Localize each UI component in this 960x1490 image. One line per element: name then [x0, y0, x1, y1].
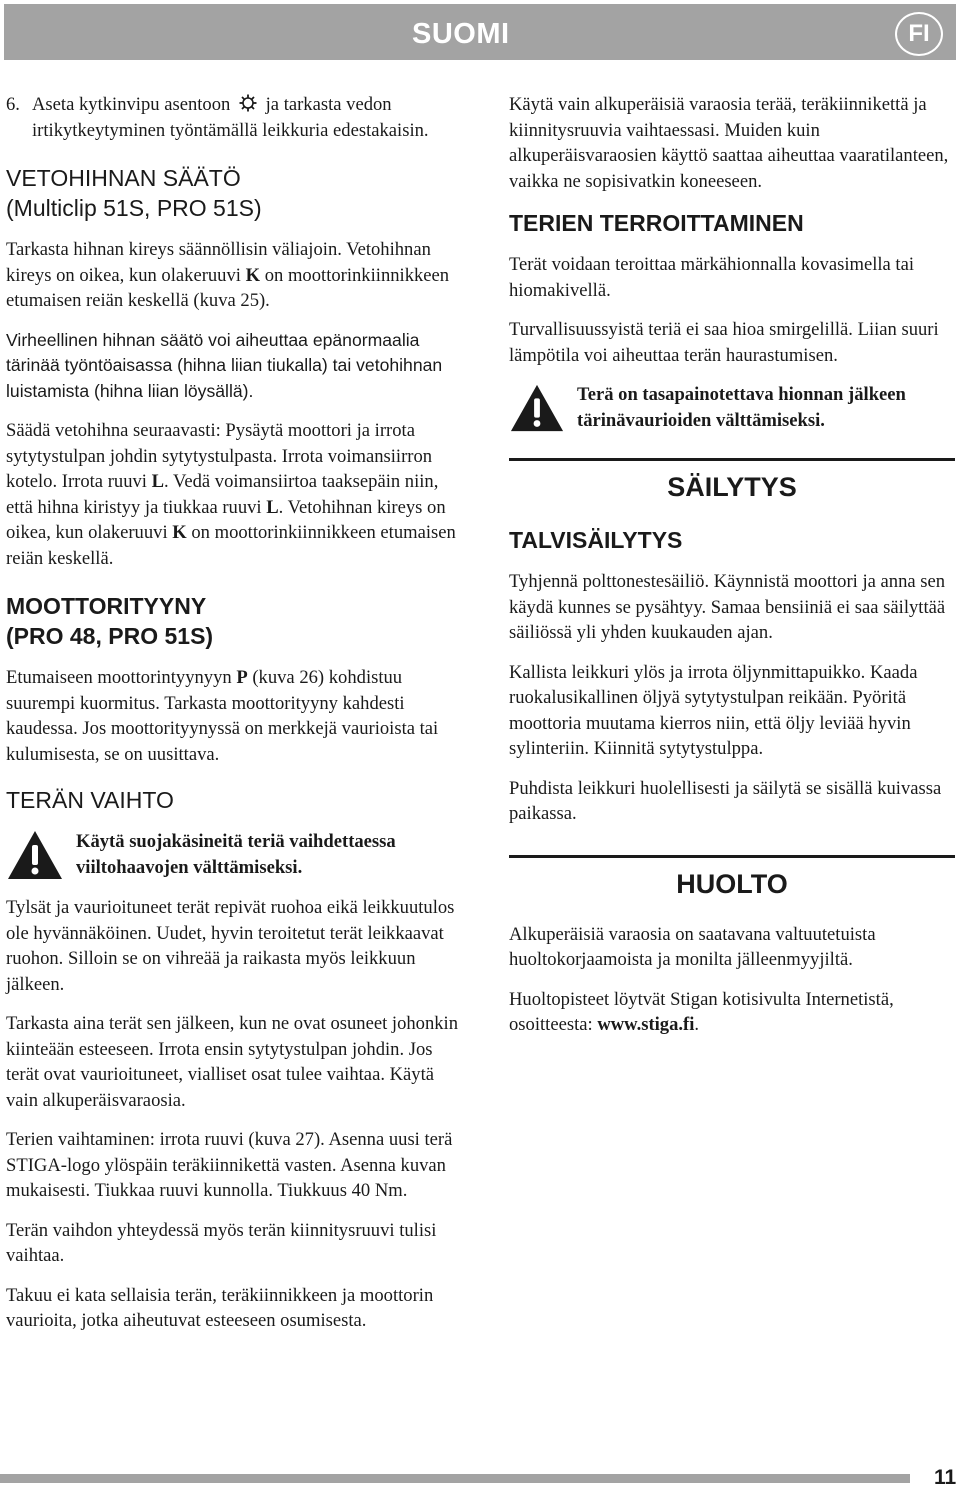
page-number: 11 [934, 1466, 957, 1489]
label-k: K [172, 522, 187, 543]
step-6 [6, 92, 466, 143]
label-l: L [266, 496, 279, 518]
heading-line: VETOHIHNAN SÄÄTÖ [6, 165, 241, 191]
paragraph-sharpening: Terät voidaan teroittaa märkähionnalla kovasimella tai hiomakivellä. [509, 254, 915, 301]
paragraph-belt-warning: Virheellinen hihnan säätö voi aiheuttaa epänormaalia tärinää työntöaisassa (hihna liian tiukalla) tai vetohihnan luistamista (hihna liian löysällä). [6, 329, 443, 401]
heading-teran-vaihto: TERÄN VAIHTO [6, 787, 174, 813]
paragraph-dull-blades: Tylsät ja vaurioituneet terät repivät ruohoa eikä leikkuutulos ole hyvännäköinen. Uudet, hyvin teroitetut terät leikkaavat ruohon. Silloin se on vihreää ja raikasta myös leikkuun jälkeen. [6, 897, 455, 995]
heading-line: (Multiclip 51S, PRO 51S) [6, 195, 262, 221]
text: . [694, 1014, 700, 1035]
header-bar [4, 4, 956, 60]
paragraph-replace-blades: Terien vaihtaminen: irrota ruuvi (kuva 27). Asenna uusi terä STIGA-logo ylöspäin teräkiinnikettä vasten. Asenna kuvan mukaisesti. Tiukkaa ruuvi kunnolla. Tiukkuus 40 Nm. [6, 1129, 453, 1201]
paragraph-spare-parts: Alkuperäisiä varaosia on saatavana valtuutetuista huoltokorjaamoista ja monilta jälleenmyyjiltä. [509, 923, 876, 970]
section-sailytys: SÄILYTYS [509, 458, 955, 503]
left-column [6, 92, 466, 1348]
heading-vetohihnan-saato [6, 163, 466, 223]
right-column [509, 92, 955, 1052]
paragraph-inspect-blades: Tarkasta aina terät sen jälkeen, kun ne ovat osuneet johonkin kiinteään esteeseen. Irrota ensin sytytystulpan johdin. Jos terät ovat vaurioituneet, vialliset osat tulee vaihtaa. Käytä vain alkuperäisvaraosia. [6, 1013, 459, 1111]
step-number: 6. [6, 94, 20, 115]
step-text-part: Aseta kytkinvipu asentoon [32, 94, 231, 115]
paragraph-fuel: Tyhjennä polttonestesäiliö. Käynnistä moottori ja anna sen käydä kunnes se pysähtyy. Samaa bensiiniä ei saa säilyttää säiliössä yli yhden kuukauden ajan. [509, 571, 946, 643]
warning-text: Terä on tasapainotettava hionnan jälkeen tärinävaurioiden välttämiseksi. [577, 384, 906, 431]
paragraph-clean: Puhdista leikkuri huolellisesti ja säilytä se sisällä kuivassa paikassa. [509, 777, 942, 824]
gear-icon [239, 94, 257, 112]
warning-text: Käytä suojakäsineitä teriä vaihdettaessa viiltohaavojen välttämiseksi. [76, 831, 396, 878]
section-huolto: HUOLTO [509, 855, 955, 900]
text: on moottorinkiinnikkeen etumaisen reiän keskellä. [6, 522, 456, 569]
text: on moottorinkiinnikkeen etumaisen reiän keskellä (kuva 25). [6, 264, 450, 311]
paragraph-oil: Kallista leikkuri ylös ja irrota öljynmittapuikko. Kaada ruokalusikallinen öljyä sytytystulpan reikään. Pyöritä moottoria muutama kierros niin, että öljy leviää hyvin sylinteriin. Kiinnitä sytytystulppa. [509, 661, 918, 759]
label-l: L [151, 471, 165, 492]
paragraph-replace-screw: Terän vaihdon yhteydessä myös terän kiinnitysruuvi tulisi vaihtaa. [6, 1219, 437, 1266]
heading-terien-terroittaminen: TERIEN TERROITTAMINEN [509, 210, 804, 236]
language-badge: FI [895, 12, 943, 56]
paragraph-service-points [509, 987, 955, 1038]
paragraph-no-emery: Turvallisuussyistä teriä ei saa hioa smirgelillä. Liian suuri lämpötila voi aiheuttaa terän haurastumisen. [509, 319, 939, 366]
text: Säädä vetohihna seuraavasti: Pysäytä moottori ja irrota sytytystulpan johdin sytytystulpasta. Irrota voimansiirron kotelo. Irrota ruuvi [6, 420, 433, 492]
warning-triangle-icon [6, 829, 64, 881]
label-p: P [236, 667, 248, 688]
paragraph-warranty: Takuu ei kata sellaisia terän, teräkiinnikkeen ja moottorin vaurioita, jotka aiheutuvat esteeseen osumisesta. [6, 1284, 434, 1331]
text: Tarkasta hihnan kireys säännöllisin väliajoin. Vetohihnan kireys on oikea, kun olakeruuvi [6, 239, 431, 286]
paragraph-belt-tension [6, 237, 466, 314]
page-language-title: SUOMI [412, 18, 510, 50]
text: Etumaiseen moottorintyynyyn [6, 667, 237, 688]
step-text-part: ja tarkasta vedon irtikytkeytyminen työntämällä leikkuria edestakaisin. [32, 94, 429, 141]
paragraph-engine-mount [6, 665, 466, 767]
text: Huoltopisteet löytvät Stigan kotisivulta Internetistä, osoitteesta: [509, 988, 894, 1035]
heading-talvisailytys: TALVISÄILYTYS [509, 527, 683, 553]
text: . Vedä voimansiirtoa taaksepäin niin, että hihna kiristyy ja tiukkaa ruuvi [6, 471, 439, 518]
heading-line: MOOTTORITYYNY [6, 593, 207, 619]
heading-line: (PRO 48, PRO 51S) [6, 623, 214, 649]
paragraph-belt-adjust [6, 418, 466, 571]
warning-gloves [6, 829, 466, 881]
text: (kuva 26) kohdistuu suurempi kuormitus. Tarkasta moottorityyny kahdesti kaudessa. Jos moottorityynyssä on merkkejä vaurioista tai kulumisesta, se on uusittava. [6, 667, 439, 765]
warning-balance [509, 382, 955, 434]
label-k: K [245, 264, 261, 286]
text: . Vetohihnan kireys on oikea, kun olakeruuvi [6, 496, 446, 543]
footer-bar [0, 1474, 910, 1483]
website-link[interactable]: www.stiga.fi [597, 1014, 695, 1035]
warning-triangle-icon [509, 382, 565, 434]
paragraph-original-parts: Käytä vain alkuperäisiä varaosia terää, teräkiinnikettä ja kiinnitysruuvia vaihtaessasi. Muiden kuin alkuperäisvaraosien käyttö saattaa aiheuttaa vaaratilanteen, vaikka ne sopisivatkin koneeseen. [509, 94, 949, 192]
heading-moottorityyny [6, 591, 466, 651]
step-text [32, 92, 457, 143]
